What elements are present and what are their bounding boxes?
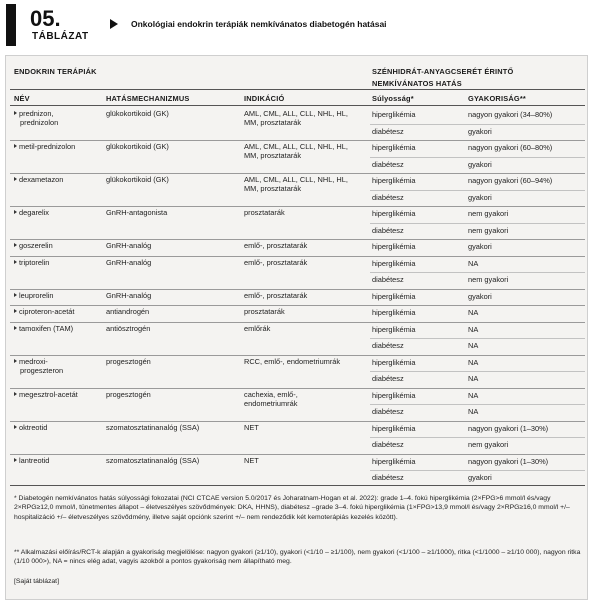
frequency-cell: NA <box>468 341 479 350</box>
severity-cell: hiperglikémia <box>372 308 416 317</box>
group-header-effect-line1: SZÉNHIDRÁT-ANYAGCSERÉT ÉRINTŐ <box>372 67 514 76</box>
indication-cell: emlőrák <box>244 323 271 333</box>
indication-cell: cachexia, emlő-, <box>244 389 298 399</box>
frequency-cell: nagyon gyakori (1–30%) <box>468 456 549 466</box>
footnote-severity: * Diabetogén nemkívánatos hatás súlyossági fokozatai (NCI CTCAE version 5.0/2017 és Joharatnam-Hogan et al. 2022): grade 1–4. fokú hiperglikémia (2×FPG>6 mmol/l és/vagy 2×RPG≥12,0 mmol/l, tünetmentes állapot – életveszélyes szövődmények: DKA, HHNS), diabétesz –grade 3–4. fokú hiperglikémia (1×FPG>13,9 mmol/l és/vagy 2×RPG≥16,0 mmol/l +/– hospitalizáció +/– életveszélyes szövődmény, illetve saját opciónk szerint +/– nem rendeződik két kemoterápiás kezelés között). <box>14 495 570 521</box>
drug-name <box>20 366 63 375</box>
frequency-cell: NA <box>468 258 479 268</box>
mechanism-cell: antiandrogén <box>106 307 150 316</box>
drug-name-text: prednizolon <box>20 118 59 128</box>
row-divider <box>10 355 585 356</box>
drug-name <box>14 258 49 267</box>
indication-cell: MM, prosztatarák <box>244 151 302 161</box>
severity-cell: diabétesz <box>372 440 404 449</box>
drug-name-text: leuprorelin <box>19 290 54 300</box>
bullet-triangle-icon <box>14 260 17 264</box>
drug-name-text: lantreotid <box>19 455 50 465</box>
drug-name <box>14 291 54 300</box>
header-accent-bar <box>6 4 16 46</box>
bullet-triangle-icon <box>14 425 17 429</box>
frequency-cell: nem gyakori <box>468 209 509 218</box>
severity-cell: diabétesz <box>372 374 404 383</box>
severity-cell: hiperglikémia <box>372 110 416 119</box>
bullet-triangle-icon <box>14 458 17 462</box>
severity-cell: diabétesz <box>372 407 404 416</box>
sub-row-divider <box>370 470 585 471</box>
drug-name-text: tamoxifen (TAM) <box>19 323 74 333</box>
severity-cell: hiperglikémia <box>372 209 416 218</box>
row-divider <box>10 322 585 323</box>
table-source: [Saját táblázat] <box>14 578 59 585</box>
column-header-name: NÉV <box>14 94 30 103</box>
severity-cell: hiperglikémia <box>372 242 416 251</box>
frequency-cell: gyakori <box>468 242 492 251</box>
severity-cell: hiperglikémia <box>372 143 416 152</box>
indication-cell: emlő-, prosztatarák <box>244 290 308 300</box>
drug-name <box>14 324 73 333</box>
sub-row-divider <box>370 223 585 224</box>
frequency-cell: gyakori <box>468 291 492 301</box>
column-header-severity: Súlyosság* <box>372 94 414 103</box>
severity-cell: diabétesz <box>372 225 404 235</box>
mechanism-cell: glükokortikoid (GK) <box>106 109 169 118</box>
mechanism-cell: glükokortikoid (GK) <box>106 175 169 184</box>
bullet-triangle-icon <box>14 111 17 115</box>
frequency-cell: NA <box>468 357 479 367</box>
row-divider <box>10 140 585 141</box>
severity-cell: hiperglikémia <box>372 423 416 433</box>
mechanism-cell: szomatosztatinanalóg (SSA) <box>106 455 200 465</box>
sub-row-divider <box>370 124 585 125</box>
mechanism-cell: GnRH-analóg <box>106 257 152 267</box>
column-header-mechanism: HATÁSMECHANIZMUS <box>106 94 190 103</box>
row-divider <box>10 206 585 207</box>
indication-cell: AML, CML, ALL, CLL, NHL, HL, <box>244 175 348 184</box>
mechanism-cell: antiösztrogén <box>106 323 151 333</box>
bullet-triangle-icon <box>14 293 17 297</box>
arrow-right-icon <box>110 19 118 29</box>
bullet-triangle-icon <box>14 243 17 247</box>
severity-cell: diabétesz <box>372 275 404 284</box>
sub-row-divider <box>370 338 585 339</box>
row-divider <box>10 289 585 290</box>
group-header-endocrine: ENDOKRIN TERÁPIÁK <box>14 67 97 76</box>
table-bottom-rule <box>10 485 585 486</box>
severity-cell: diabétesz <box>372 159 404 169</box>
row-divider <box>10 454 585 455</box>
indication-cell: prosztatarák <box>244 307 285 316</box>
row-divider <box>10 421 585 422</box>
bullet-triangle-icon <box>14 144 17 148</box>
table-number: 05. <box>30 6 61 31</box>
mechanism-cell: GnRH-antagonista <box>106 208 168 217</box>
drug-name-text: medroxi- <box>19 356 48 366</box>
indication-cell: endometriumrák <box>244 398 298 408</box>
drug-name-text: degarelix <box>19 208 49 217</box>
drug-name-text: metil-prednizolon <box>19 142 76 151</box>
indication-cell: AML, CML, ALL, CLL, NHL, HL, <box>244 109 348 118</box>
drug-name-text: triptorelin <box>19 257 50 267</box>
severity-cell: diabétesz <box>372 341 404 350</box>
frequency-cell: nem gyakori <box>468 225 509 235</box>
drug-name <box>14 142 75 151</box>
header-divider <box>10 89 585 90</box>
indication-cell: NET <box>244 455 259 465</box>
column-header-frequency: GYAKORISÁG** <box>468 94 526 103</box>
bullet-triangle-icon <box>14 392 17 396</box>
mechanism-cell: progesztogén <box>106 389 151 399</box>
drug-name-text: prednizon, <box>19 109 54 118</box>
severity-cell: hiperglikémia <box>372 390 416 400</box>
severity-cell: hiperglikémia <box>372 456 416 466</box>
drug-name <box>14 357 48 366</box>
severity-cell: hiperglikémia <box>372 176 416 185</box>
group-header-effect-line2: NEMKÍVÁNATOS HATÁS <box>372 79 462 88</box>
indication-cell: MM, prosztatarák <box>244 118 302 128</box>
row-divider <box>10 239 585 240</box>
column-header-indication: INDIKÁCIÓ <box>244 94 285 103</box>
table-label: TÁBLÁZAT <box>32 31 89 42</box>
drug-name-text: progeszteron <box>20 365 64 375</box>
mechanism-cell: szomatosztatinanalóg (SSA) <box>106 422 200 432</box>
frequency-cell: gyakori <box>468 192 492 202</box>
drug-name-text: megesztrol-acetát <box>19 389 78 399</box>
bullet-triangle-icon <box>14 359 17 363</box>
indication-cell: NET <box>244 422 259 432</box>
severity-cell: diabétesz <box>372 126 404 136</box>
severity-cell: diabétesz <box>372 473 404 482</box>
drug-name-text: dexametazon <box>19 175 64 184</box>
frequency-cell: NA <box>468 374 479 383</box>
mechanism-cell: GnRH-analóg <box>106 241 152 250</box>
frequency-cell: nem gyakori <box>468 440 509 449</box>
sub-row-divider <box>370 437 585 438</box>
frequency-cell: nem gyakori <box>468 275 509 284</box>
mechanism-cell: progesztogén <box>106 356 151 366</box>
sub-row-divider <box>370 272 585 273</box>
bullet-triangle-icon <box>14 309 17 313</box>
drug-name-text: goszerelin <box>19 241 53 250</box>
indication-cell: AML, CML, ALL, CLL, NHL, HL, <box>244 142 348 151</box>
frequency-cell: nagyon gyakori (34–80%) <box>468 110 553 119</box>
frequency-cell: NA <box>468 308 479 317</box>
drug-name <box>14 423 47 432</box>
drug-name <box>14 307 74 316</box>
drug-name <box>14 241 53 250</box>
drug-name <box>14 208 49 217</box>
indication-cell: emlő-, prosztatarák <box>244 241 308 250</box>
drug-name-text: oktreotid <box>19 422 48 432</box>
frequency-cell: NA <box>468 324 479 334</box>
table-title: Onkológiai endokrin terápiák nemkívánatos diabetogén hatásai <box>131 19 387 29</box>
sub-row-divider <box>370 371 585 372</box>
frequency-cell: nagyon gyakori (60–94%) <box>468 176 553 185</box>
drug-name <box>14 175 63 184</box>
indication-cell: MM, prosztatarák <box>244 184 302 194</box>
frequency-cell: gyakori <box>468 473 492 482</box>
frequency-cell: nagyon gyakori (60–80%) <box>468 143 553 152</box>
sub-row-divider <box>370 190 585 191</box>
drug-name <box>20 118 58 127</box>
bullet-triangle-icon <box>14 326 17 330</box>
frequency-cell: gyakori <box>468 126 492 136</box>
row-divider <box>10 388 585 389</box>
bullet-triangle-icon <box>14 177 17 181</box>
mechanism-cell: GnRH-analóg <box>106 290 152 300</box>
indication-cell: RCC, emlő-, endometriumrák <box>244 356 341 366</box>
bullet-triangle-icon <box>14 210 17 214</box>
footnote-frequency: ** Alkalmazási előírás/RCT-k alapján a gyakoriság megjelölése: nagyon gyakori (≥1/10), gyakori (<1/10 – ≥1/100), nem gyakori (<1/100 – ≥1/1000), ritka (<1/1000 – ≥1/10 000), nagyon ritka (1/10 000>), NA = nincs elég adat, vagyis azokból a pontos gyakoriság nem állapítható meg. <box>14 549 581 566</box>
severity-cell: hiperglikémia <box>372 291 416 301</box>
table-header <box>0 0 593 50</box>
indication-cell: prosztatarák <box>244 208 285 217</box>
mechanism-cell: glükokortikoid (GK) <box>106 142 169 151</box>
drug-name <box>14 109 54 118</box>
sub-row-divider <box>370 157 585 158</box>
row-divider <box>10 256 585 257</box>
severity-cell: hiperglikémia <box>372 324 416 334</box>
drug-name <box>14 456 49 465</box>
row-divider <box>10 173 585 174</box>
drug-name-text: ciproteron-acetát <box>19 307 75 316</box>
column-header-divider <box>10 105 585 106</box>
frequency-cell: gyakori <box>468 159 492 169</box>
sub-row-divider <box>370 404 585 405</box>
frequency-cell: nagyon gyakori (1–30%) <box>468 423 549 433</box>
indication-cell: emlő-, prosztatarák <box>244 257 308 267</box>
severity-cell: hiperglikémia <box>372 357 416 367</box>
table-panel <box>5 55 588 600</box>
severity-cell: hiperglikémia <box>372 258 416 268</box>
frequency-cell: NA <box>468 407 479 416</box>
severity-cell: diabétesz <box>372 192 404 202</box>
row-divider <box>10 305 585 306</box>
drug-name <box>14 390 78 399</box>
frequency-cell: NA <box>468 390 479 400</box>
